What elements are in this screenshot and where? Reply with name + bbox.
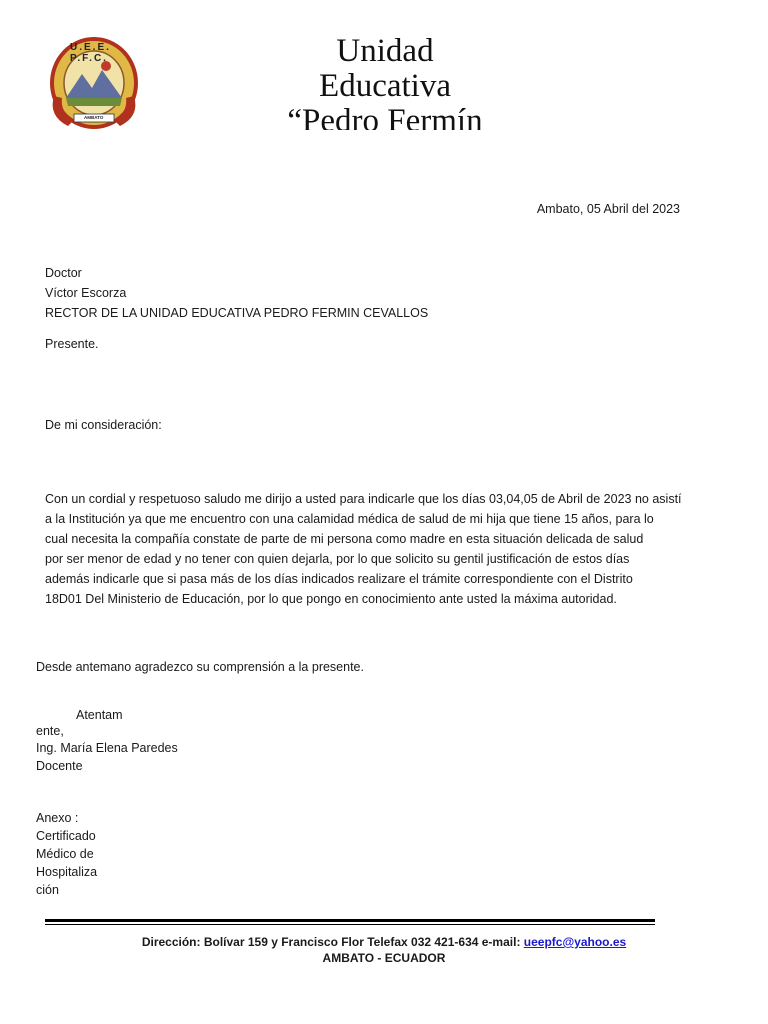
footer-email-link[interactable]: ueepfc@yahoo.es (523, 935, 627, 949)
title-line-2: Educativa (319, 68, 451, 104)
footer-address-line (0, 934, 768, 950)
footer-rule-thick (45, 919, 655, 922)
body-line-1: Con un cordial y respetuoso saludo me dirijo a usted para indicarle que los días 03,04,05 de Abril de 2023 no asistí (45, 492, 682, 506)
body-line-4: por ser menor de edad y no tener con quien dejarla, por lo que solicito su gentil justificación de estos días (45, 552, 630, 566)
closing-part-2: ente, (36, 724, 64, 738)
annex-text: Certificado Médico de Hospitalización (36, 829, 98, 897)
body-line-3: cual necesita la compañía constate de parte de mi persona como madre en esta situación delicada de salud (45, 532, 644, 546)
signer-name: Ing. María Elena Paredes (36, 741, 178, 755)
recipient-title: Doctor (45, 266, 82, 280)
seal-motto: AMBATO (84, 115, 104, 120)
greeting: De mi consideración: (45, 418, 162, 432)
body-line-5: además indicarle que si pasa más de los días indicados realizare el trámite correspondiente con el Distrito (45, 572, 633, 586)
recipient-name: Víctor Escorza (45, 286, 127, 300)
letter-body (45, 489, 756, 609)
footer-city: AMBATO - ECUADOR (322, 951, 446, 965)
body-line-6: 18D01 Del Ministerio de Educación, por lo que pongo en conocimiento ante usted la máxima autoridad. (45, 592, 617, 606)
thanks-line: Desde antemano agradezco su comprensión a la presente. (36, 660, 364, 674)
seal-text: U.E.E. P.F.C. (70, 42, 111, 64)
presente-line: Presente. (45, 337, 99, 351)
title-line-1: Unidad (336, 34, 434, 69)
letter-date: Ambato, 05 Abril del 2023 (536, 202, 680, 216)
footer-rule-thin (45, 924, 655, 925)
body-line-2: a la Institución ya que me encuentro con una calamidad médica de salud de mi hija que tiene 15 años, para lo (45, 512, 654, 526)
school-title (270, 34, 500, 130)
recipient-position: RECTOR DE LA UNIDAD EDUCATIVA PEDRO FERMIN CEVALLOS (45, 306, 429, 320)
closing-part-1: Atentam (76, 708, 123, 722)
annex-label: Anexo : (36, 811, 79, 825)
footer-address: Dirección: Bolívar 159 y Francisco Flor Telefax 032 421-634 e-mail: (141, 935, 521, 949)
signer-role: Docente (36, 759, 83, 773)
title-line-3: “Pedro Fermín (287, 103, 483, 130)
school-seal-icon (44, 36, 144, 130)
